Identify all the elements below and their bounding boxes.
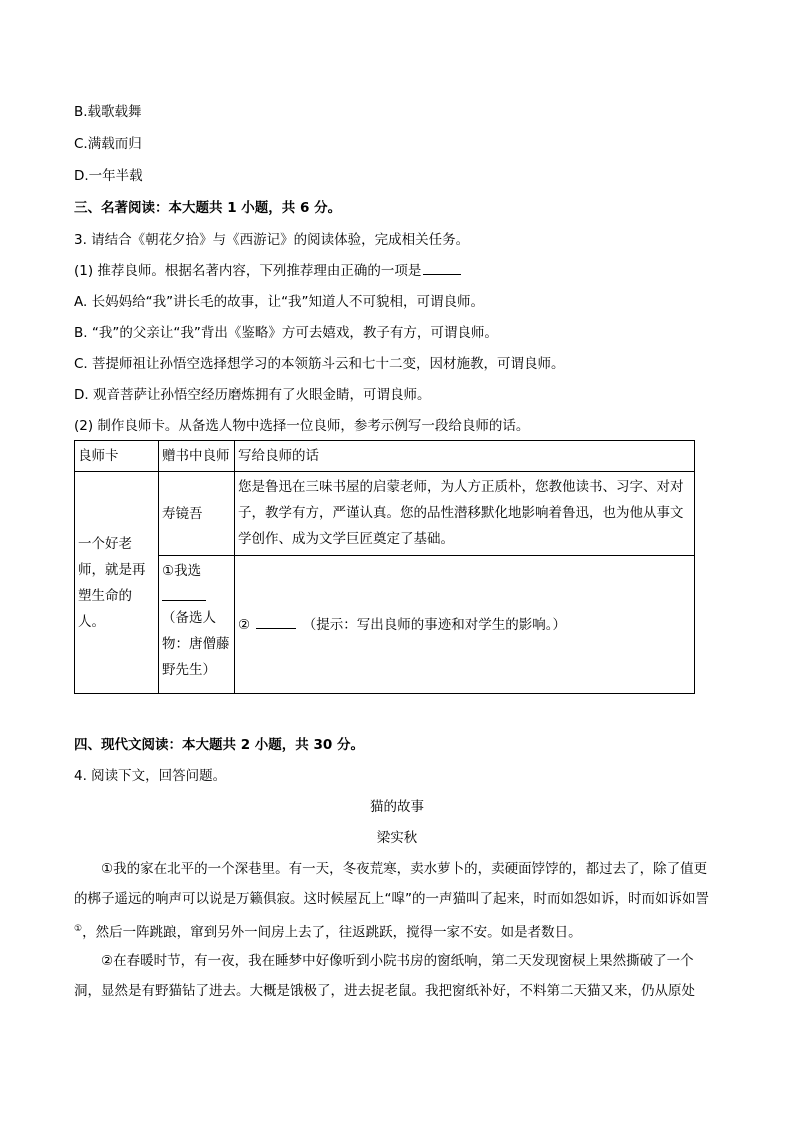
answer-blank[interactable]	[423, 262, 461, 275]
header-words: 写给良师的话	[235, 441, 695, 472]
section4-heading: 四、现代文阅读：本大题共 2 小题，共 30 分。	[74, 737, 364, 753]
choice-d: D. 观音菩萨让孙悟空经历磨炼拥有了火眼金睛，可谓良师。	[74, 387, 431, 403]
card-quote: 一个好老师，就是再塑生命的人。	[75, 472, 159, 694]
prompt-hint: （提示：写出良师的事迹和对学生的影响。）	[302, 616, 566, 633]
choose-blank[interactable]	[162, 584, 206, 601]
choose-teacher-cell	[159, 556, 235, 694]
question-3-2: (2) 制作良师卡。从备选人物中选择一位良师，参考示例写一段给良师的话。	[74, 418, 530, 434]
paragraph-1-text: ①我的家在北平的一个深巷里。有一天，冬夜荒寒，卖水萝卜的，卖硬面饽饽的，都过去了，除了值更的梆子遥远的响声可以说是万籁俱寂。这时候屋瓦上“噑”的一声猫叫了起来，时而如怨如诉，时而如诉如詈	[74, 861, 709, 907]
footnote-mark: ①	[74, 924, 83, 934]
prompt-number: ②	[238, 616, 251, 633]
section3-heading: 三、名著阅读：本大题共 1 小题，共 6 分。	[74, 200, 342, 216]
option-b: B.载歌载舞	[74, 104, 142, 120]
words-blank[interactable]	[256, 616, 296, 629]
choose-label: ①我选	[162, 563, 202, 579]
passage-author: 梁实秋	[376, 830, 418, 846]
teacher-words: 您是鲁迅在三味书屋的启蒙老师，为人方正质朴，您教他读书、习字、对对子，教学有方，严谨认真。您的品性潜移默化地影响着鲁迅，也为他从事文学创作、成为文学巨匠奠定了基础。	[235, 472, 695, 556]
question-3-1-text: (1) 推荐良师。根据名著内容，下列推荐理由正确的一项是	[74, 263, 422, 279]
choice-b: B. “我”的父亲让“我”背出《鉴略》方可去嬉戏，教子有方，可谓良师。	[74, 325, 498, 341]
choice-a: A. 长妈妈给“我”讲长毛的故事，让“我”知道人不可貌相，可谓良师。	[74, 294, 485, 310]
question-3-1	[74, 261, 463, 281]
candidates: （备选人物：唐僧藤野先生）	[162, 610, 230, 678]
question-3: 3. 请结合《朝花夕拾》与《西游记》的阅读体验，完成相关任务。	[74, 232, 470, 248]
question-4: 4. 阅读下文，回答问题。	[74, 768, 227, 784]
write-words-cell	[235, 556, 695, 694]
header-card: 良师卡	[75, 441, 159, 472]
paragraph-2: ②在春暖时节，有一夜，我在睡梦中好像听到小院书房的窗纸响，第二天发现窗棂上果然撕破了一个洞，显然是有野猫钻了进去。大概是饿极了，进去捉老鼠。我把窗纸补好，不料第二天猫又来，仍从原处	[74, 953, 695, 999]
paragraph-1-end: ，然后一阵跳踉，窜到另外一间房上去了，往返跳跃，搅得一家不安。如是者数日。	[82, 924, 582, 941]
teacher-card-table	[74, 440, 695, 694]
passage-title: 猫的故事	[370, 799, 424, 815]
choice-c: C. 菩提师祖让孙悟空选择想学习的本领筋斗云和七十二变，因材施教，可谓良师。	[74, 356, 565, 372]
header-teacher: 赠书中良师	[159, 441, 235, 472]
option-c: C.满载而归	[74, 136, 142, 152]
option-d: D.一年半载	[74, 168, 143, 184]
teacher-name: 寿镜吾	[159, 472, 235, 556]
paragraph-1	[74, 854, 714, 948]
